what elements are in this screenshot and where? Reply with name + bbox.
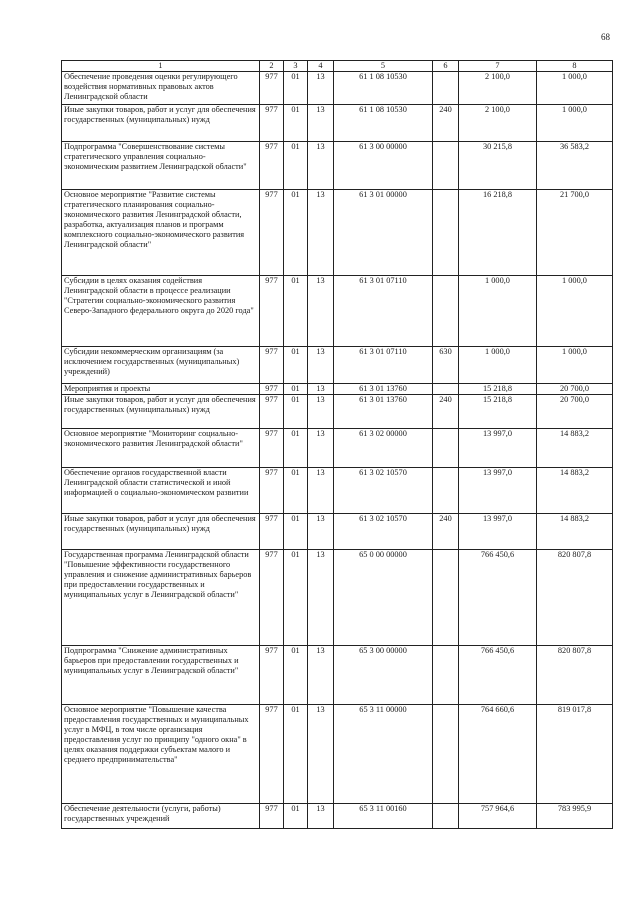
cell-c2: 977	[260, 71, 284, 104]
cell-c5: 65 3 11 00160	[334, 803, 433, 828]
cell-c5: 61 3 01 07110	[334, 346, 433, 383]
budget-table	[61, 60, 613, 829]
column-header: 4	[308, 61, 334, 72]
column-header: 7	[459, 61, 537, 72]
cell-c4: 13	[308, 513, 334, 549]
cell-c6: 630	[433, 346, 459, 383]
cell-c8: 783 995,9	[537, 803, 613, 828]
cell-c3: 01	[284, 394, 308, 428]
cell-c3: 01	[284, 645, 308, 704]
cell-c3: 01	[284, 704, 308, 803]
cell-c7: 13 997,0	[459, 513, 537, 549]
column-header: 3	[284, 61, 308, 72]
row-name: Иные закупки товаров, работ и услуг для обеспечения государственных (муниципальных) нужд	[62, 104, 260, 141]
cell-c2: 977	[260, 428, 284, 467]
cell-c3: 01	[284, 141, 308, 189]
page-number: 68	[601, 32, 610, 42]
cell-c2: 977	[260, 104, 284, 141]
cell-c8: 1 000,0	[537, 71, 613, 104]
cell-c6	[433, 803, 459, 828]
cell-c3: 01	[284, 549, 308, 645]
cell-c7: 15 218,8	[459, 383, 537, 394]
table-row	[62, 549, 613, 645]
cell-c6	[433, 71, 459, 104]
row-name: Основное мероприятие "Развитие системы стратегического планирования социально-экономического развития Ленинградской области, разработка, актуализация планов и программ комплексного социально-экономического развития Ленинградской области"	[62, 189, 260, 275]
cell-c7: 764 660,6	[459, 704, 537, 803]
cell-c7: 2 100,0	[459, 104, 537, 141]
cell-c2: 977	[260, 141, 284, 189]
cell-c4: 13	[308, 346, 334, 383]
cell-c7: 13 997,0	[459, 467, 537, 513]
table-row	[62, 803, 613, 828]
cell-c7: 30 215,8	[459, 141, 537, 189]
cell-c8: 1 000,0	[537, 346, 613, 383]
cell-c2: 977	[260, 549, 284, 645]
table-row	[62, 645, 613, 704]
cell-c2: 977	[260, 704, 284, 803]
cell-c7: 757 964,6	[459, 803, 537, 828]
row-name: Мероприятия и проекты	[62, 383, 260, 394]
cell-c4: 13	[308, 467, 334, 513]
cell-c3: 01	[284, 275, 308, 346]
cell-c2: 977	[260, 803, 284, 828]
cell-c8: 14 883,2	[537, 467, 613, 513]
table-row	[62, 71, 613, 104]
column-header: 1	[62, 61, 260, 72]
cell-c8: 14 883,2	[537, 428, 613, 467]
row-name: Обеспечение деятельности (услуги, работы) государственных учреждений	[62, 803, 260, 828]
cell-c6	[433, 275, 459, 346]
table-row	[62, 513, 613, 549]
cell-c8: 20 700,0	[537, 383, 613, 394]
cell-c2: 977	[260, 346, 284, 383]
cell-c4: 13	[308, 428, 334, 467]
cell-c7: 16 218,8	[459, 189, 537, 275]
row-name: Иные закупки товаров, работ и услуг для обеспечения государственных (муниципальных) нужд	[62, 394, 260, 428]
cell-c7: 13 997,0	[459, 428, 537, 467]
table-row	[62, 383, 613, 394]
cell-c2: 977	[260, 275, 284, 346]
cell-c3: 01	[284, 803, 308, 828]
cell-c8: 820 807,8	[537, 645, 613, 704]
cell-c6	[433, 141, 459, 189]
row-name: Подпрограмма "Совершенствование системы стратегического управления социально-экономическим развитием Ленинградской области"	[62, 141, 260, 189]
table-row	[62, 704, 613, 803]
cell-c6	[433, 383, 459, 394]
cell-c5: 61 3 02 00000	[334, 428, 433, 467]
row-name: Подпрограмма "Снижение административных барьеров при предоставлении государственных и муниципальных услуг в Ленинградской области"	[62, 645, 260, 704]
cell-c8: 21 700,0	[537, 189, 613, 275]
cell-c8: 20 700,0	[537, 394, 613, 428]
cell-c4: 13	[308, 141, 334, 189]
cell-c4: 13	[308, 549, 334, 645]
cell-c7: 1 000,0	[459, 275, 537, 346]
cell-c2: 977	[260, 513, 284, 549]
row-name: Субсидии некоммерческим организациям (за исключением государственных (муниципальных) учреждений)	[62, 346, 260, 383]
cell-c4: 13	[308, 704, 334, 803]
cell-c3: 01	[284, 189, 308, 275]
cell-c2: 977	[260, 383, 284, 394]
row-name: Основное мероприятие "Мониторинг социально-экономического развития Ленинградской области"	[62, 428, 260, 467]
cell-c5: 61 3 01 07110	[334, 275, 433, 346]
cell-c6	[433, 428, 459, 467]
cell-c4: 13	[308, 645, 334, 704]
cell-c8: 14 883,2	[537, 513, 613, 549]
cell-c3: 01	[284, 104, 308, 141]
cell-c6	[433, 467, 459, 513]
cell-c7: 2 100,0	[459, 71, 537, 104]
row-name: Субсидии в целях оказания содействия Ленинградской области в процессе реализации "Стратегии социально-экономического развития Северо-Западного федерального округа до 2020 года"	[62, 275, 260, 346]
table-row	[62, 275, 613, 346]
cell-c7: 1 000,0	[459, 346, 537, 383]
column-header: 5	[334, 61, 433, 72]
cell-c2: 977	[260, 467, 284, 513]
cell-c3: 01	[284, 346, 308, 383]
cell-c4: 13	[308, 104, 334, 141]
cell-c4: 13	[308, 275, 334, 346]
cell-c6	[433, 549, 459, 645]
cell-c6: 240	[433, 513, 459, 549]
cell-c5: 65 3 00 00000	[334, 645, 433, 704]
cell-c5: 65 0 00 00000	[334, 549, 433, 645]
cell-c2: 977	[260, 189, 284, 275]
cell-c6	[433, 704, 459, 803]
cell-c5: 61 3 01 00000	[334, 189, 433, 275]
table-row	[62, 394, 613, 428]
column-header: 8	[537, 61, 613, 72]
table-row	[62, 346, 613, 383]
cell-c3: 01	[284, 428, 308, 467]
cell-c4: 13	[308, 383, 334, 394]
row-name: Обеспечение органов государственной власти Ленинградской области статистической и иной информацией о социально-экономическом развитии	[62, 467, 260, 513]
cell-c6	[433, 645, 459, 704]
row-name: Иные закупки товаров, работ и услуг для обеспечения государственных (муниципальных) нужд	[62, 513, 260, 549]
cell-c7: 766 450,6	[459, 645, 537, 704]
cell-c5: 61 1 08 10530	[334, 104, 433, 141]
cell-c4: 13	[308, 803, 334, 828]
cell-c8: 819 017,8	[537, 704, 613, 803]
cell-c5: 61 3 02 10570	[334, 467, 433, 513]
table-row	[62, 428, 613, 467]
cell-c7: 766 450,6	[459, 549, 537, 645]
cell-c6: 240	[433, 394, 459, 428]
row-name: Основное мероприятие "Повышение качества предоставления государственных и муниципальных услуг в МФЦ, в том числе организация предоставления услуг по принципу "одного окна" в целях оказания поддержки субъектам малого и среднего предпринимательства"	[62, 704, 260, 803]
cell-c3: 01	[284, 383, 308, 394]
table-row	[62, 104, 613, 141]
cell-c5: 61 1 08 10530	[334, 71, 433, 104]
cell-c6	[433, 189, 459, 275]
cell-c8: 820 807,8	[537, 549, 613, 645]
table-row	[62, 189, 613, 275]
cell-c8: 1 000,0	[537, 275, 613, 346]
cell-c4: 13	[308, 394, 334, 428]
header-row	[62, 61, 613, 72]
cell-c8: 36 583,2	[537, 141, 613, 189]
cell-c3: 01	[284, 467, 308, 513]
cell-c5: 61 3 00 00000	[334, 141, 433, 189]
cell-c7: 15 218,8	[459, 394, 537, 428]
cell-c4: 13	[308, 71, 334, 104]
cell-c2: 977	[260, 394, 284, 428]
cell-c8: 1 000,0	[537, 104, 613, 141]
cell-c5: 61 3 01 13760	[334, 383, 433, 394]
table-row	[62, 467, 613, 513]
column-header: 6	[433, 61, 459, 72]
cell-c3: 01	[284, 71, 308, 104]
cell-c3: 01	[284, 513, 308, 549]
cell-c2: 977	[260, 645, 284, 704]
table-row	[62, 141, 613, 189]
row-name: Обеспечение проведения оценки регулирующего воздействия нормативных правовых актов Ленинградской области	[62, 71, 260, 104]
row-name: Государственная программа Ленинградской области "Повышение эффективности государственного управления и снижение административных барьеров при предоставлении государственных и муниципальных услуг в Ленинградской области"	[62, 549, 260, 645]
column-header: 2	[260, 61, 284, 72]
cell-c5: 65 3 11 00000	[334, 704, 433, 803]
cell-c4: 13	[308, 189, 334, 275]
cell-c6: 240	[433, 104, 459, 141]
cell-c5: 61 3 02 10570	[334, 513, 433, 549]
cell-c5: 61 3 01 13760	[334, 394, 433, 428]
